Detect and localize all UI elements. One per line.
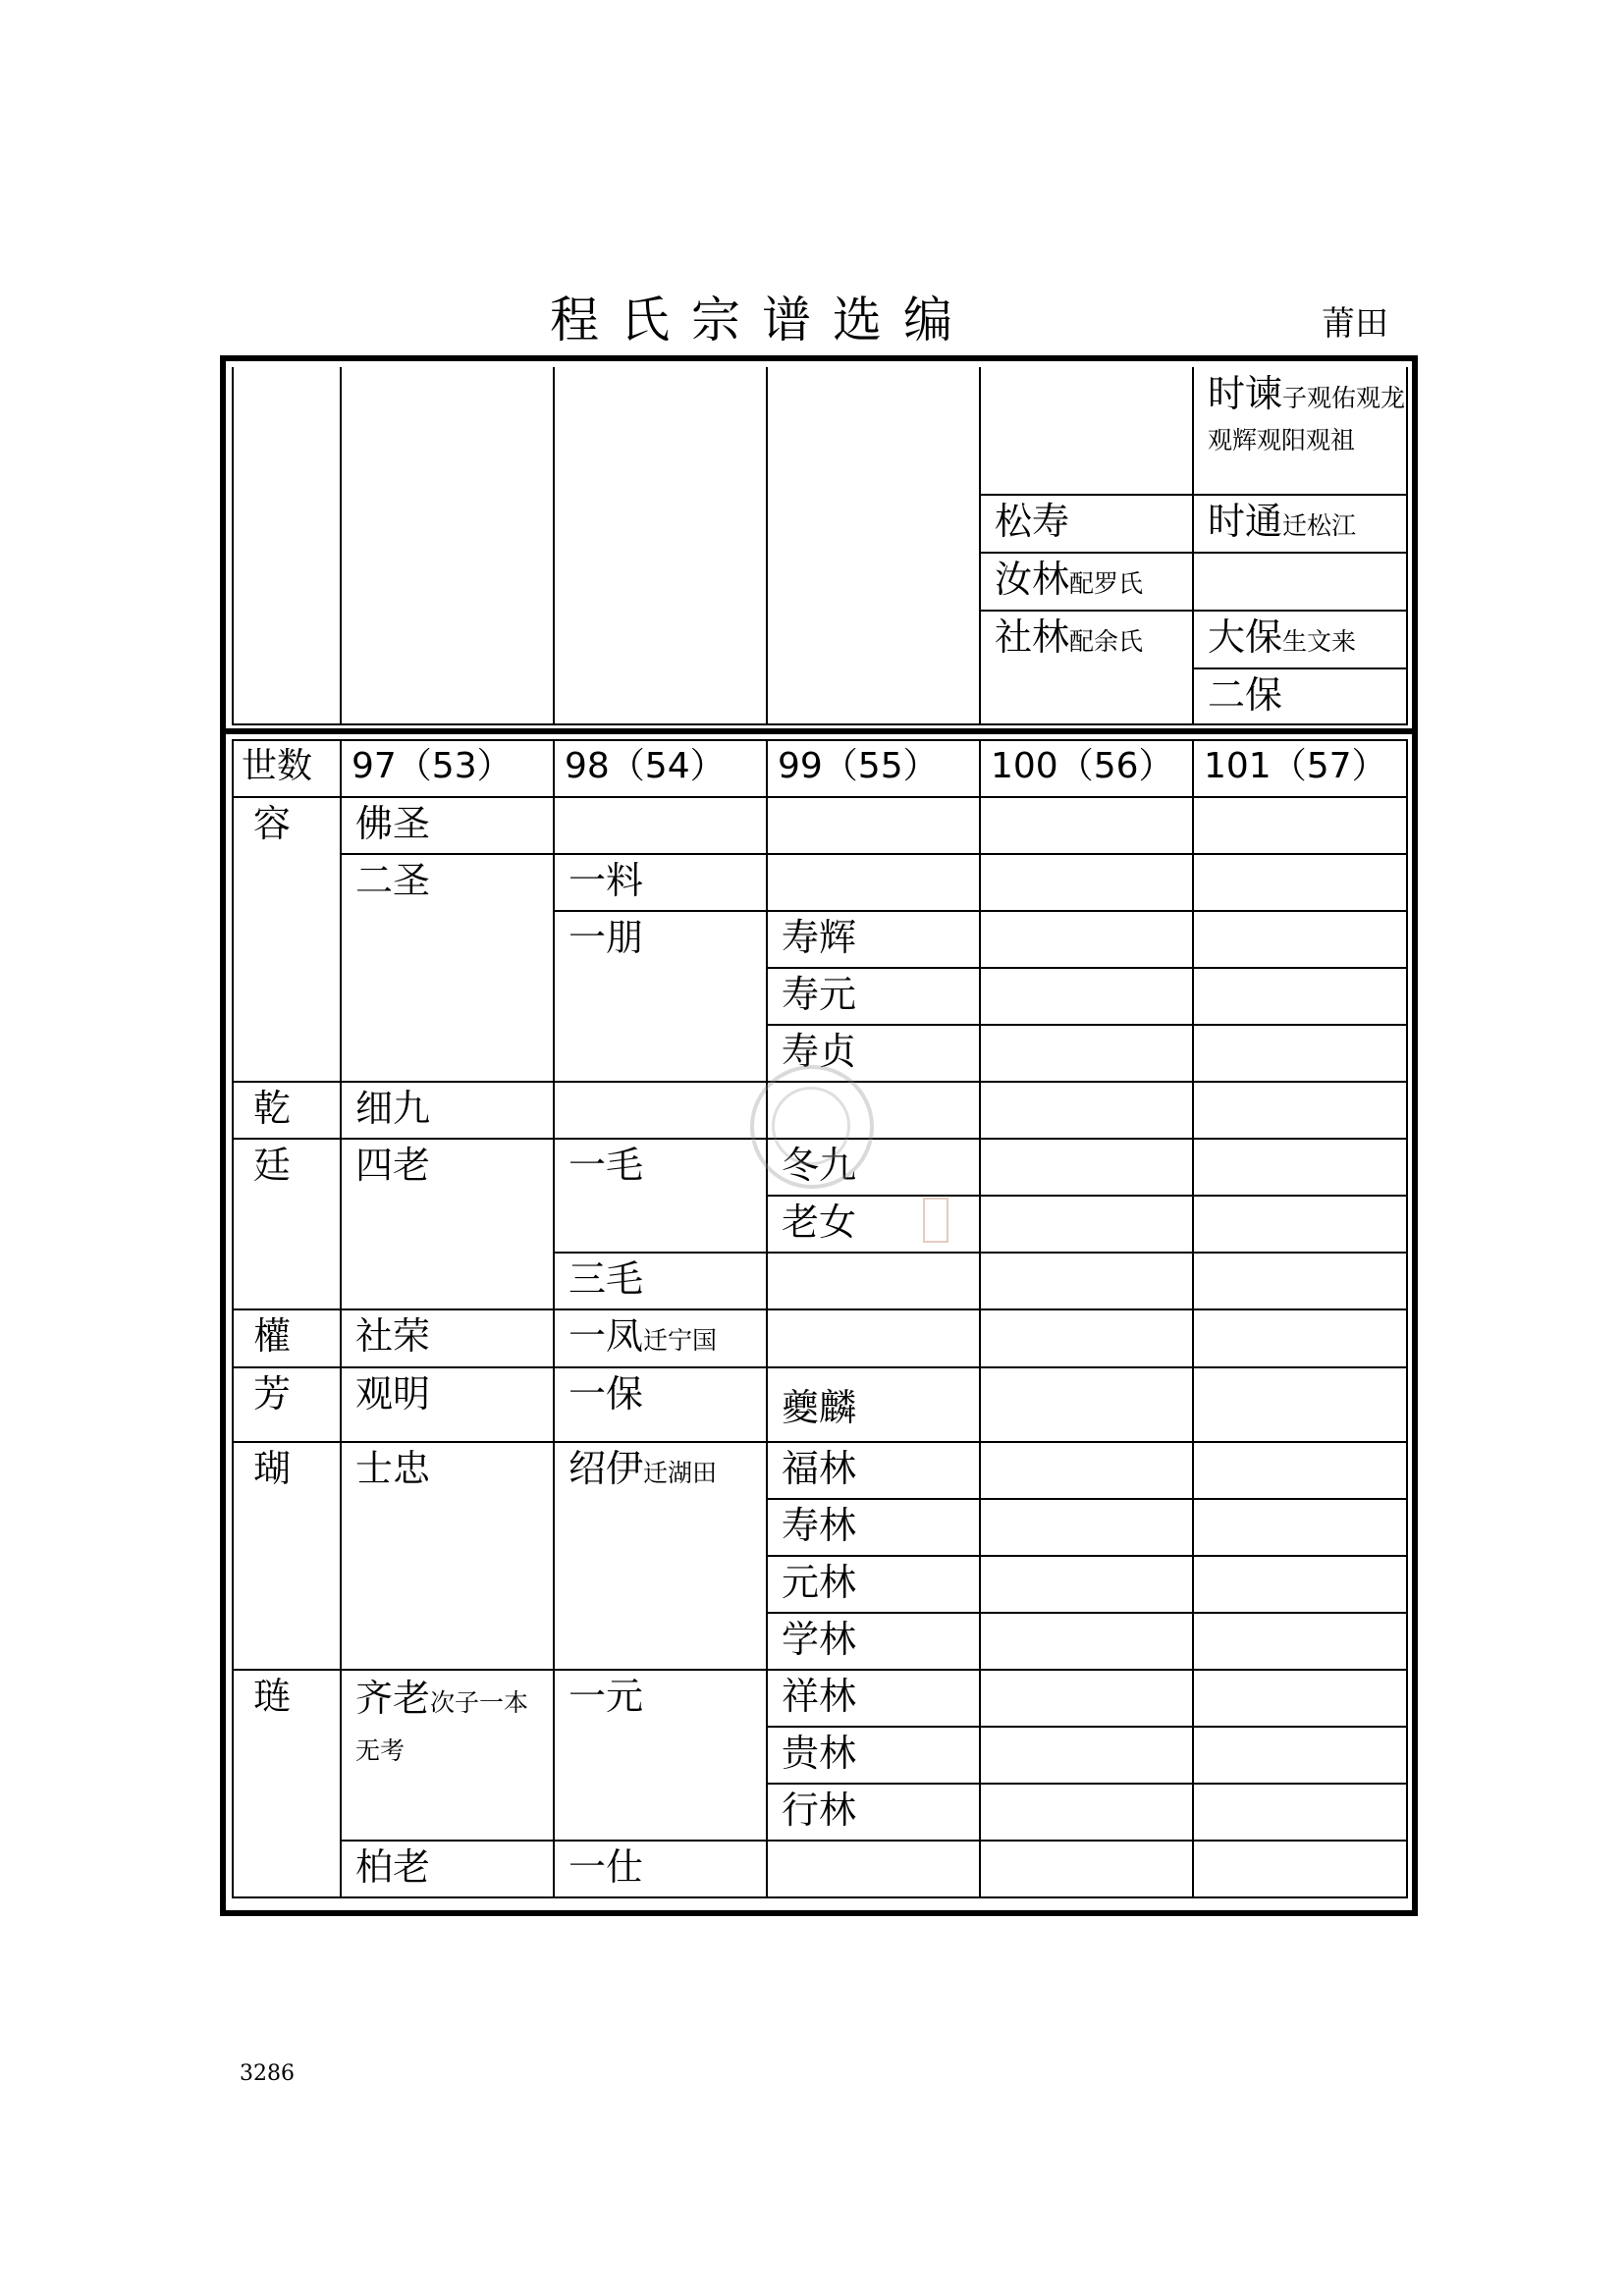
person-name: 时通 (1208, 500, 1283, 543)
person-cell (767, 1670, 980, 1727)
person-cell (767, 911, 980, 968)
person-cell (767, 1442, 980, 1499)
empty-cell (767, 1841, 980, 1897)
generation-header: 100（56） (980, 740, 1193, 797)
empty-cell (1193, 968, 1407, 1025)
empty-cell (1193, 1139, 1407, 1196)
person-note: 配余氏 (1069, 627, 1144, 656)
person-cell (554, 1139, 767, 1253)
person-cell (980, 611, 1193, 724)
person-name: 一元 (568, 1675, 644, 1718)
person-cell (554, 911, 767, 1082)
empty-cell (341, 367, 554, 724)
person-cell (341, 1309, 554, 1367)
person-note: 生文来 (1282, 627, 1357, 656)
empty-cell (233, 367, 341, 724)
rank-character: 廷 (233, 1139, 341, 1309)
empty-cell (980, 1367, 1193, 1442)
person-cell (341, 1670, 554, 1841)
person-cell (767, 1727, 980, 1784)
person-note: 次子一本无考 (355, 1688, 529, 1765)
empty-cell (1193, 1025, 1407, 1082)
empty-cell (1193, 1367, 1407, 1442)
person-cell (767, 1367, 980, 1442)
genealogy-table (232, 739, 1408, 1898)
person-cell (1193, 367, 1407, 495)
person-name: 士忠 (355, 1447, 431, 1490)
person-name: 老女 (782, 1201, 857, 1244)
person-cell (341, 1841, 554, 1897)
person-name: 寿元 (782, 973, 857, 1016)
empty-cell (980, 1139, 1193, 1196)
person-name: 三毛 (568, 1257, 644, 1301)
person-name: 社林 (995, 615, 1070, 659)
empty-cell (980, 1841, 1193, 1897)
person-cell (554, 854, 767, 911)
empty-cell (1193, 553, 1407, 611)
rank-header: 世数 (233, 740, 341, 797)
person-name: 二保 (1208, 673, 1283, 717)
person-name: 寿辉 (782, 916, 857, 959)
person-name: 松寿 (995, 500, 1070, 543)
person-name: 祥林 (782, 1675, 857, 1718)
empty-cell (1193, 854, 1407, 911)
empty-cell (980, 1442, 1193, 1499)
person-name: 一仕 (568, 1845, 644, 1889)
person-cell (341, 1139, 554, 1309)
person-name: 大保 (1208, 615, 1283, 659)
empty-cell (1193, 1841, 1407, 1897)
empty-cell (980, 1499, 1193, 1556)
empty-cell (767, 367, 980, 724)
empty-cell (980, 1025, 1193, 1082)
continuation-table (232, 367, 1408, 725)
person-name: 一毛 (568, 1144, 644, 1187)
person-cell (554, 1253, 767, 1309)
person-cell (980, 553, 1193, 611)
person-name: 一保 (568, 1372, 644, 1415)
person-cell (554, 1841, 767, 1897)
empty-cell (1193, 1670, 1407, 1727)
empty-cell (980, 1784, 1193, 1841)
empty-cell (1193, 1253, 1407, 1309)
region-label: 莆田 (1322, 304, 1388, 344)
person-cell (980, 495, 1193, 553)
person-cell (554, 1670, 767, 1841)
person-note: 迁宁国 (643, 1326, 718, 1355)
person-cell (767, 1784, 980, 1841)
person-name: 柏老 (355, 1845, 431, 1889)
empty-cell (980, 1613, 1193, 1670)
section-divider (226, 728, 1412, 734)
empty-cell (1193, 1784, 1407, 1841)
empty-cell (980, 1556, 1193, 1613)
person-name: 学林 (782, 1618, 857, 1661)
empty-cell (767, 797, 980, 854)
empty-cell (980, 1309, 1193, 1367)
empty-cell (767, 1309, 980, 1367)
person-name: 寿贞 (782, 1030, 857, 1073)
person-name: 一朋 (568, 916, 644, 959)
document-title: 程氏宗谱选编 (550, 292, 974, 348)
empty-cell (980, 797, 1193, 854)
person-cell (341, 854, 554, 1082)
person-cell (767, 968, 980, 1025)
person-name: 绍伊 (568, 1447, 644, 1490)
empty-cell (980, 1253, 1193, 1309)
person-cell (767, 1613, 980, 1670)
person-cell (1193, 611, 1407, 668)
empty-cell (980, 1670, 1193, 1727)
person-cell (1193, 668, 1407, 724)
person-cell (767, 1499, 980, 1556)
empty-cell (1193, 1499, 1407, 1556)
person-cell (554, 1367, 767, 1442)
person-cell (554, 1442, 767, 1670)
empty-cell (980, 968, 1193, 1025)
generation-header: 99（55） (767, 740, 980, 797)
empty-cell (980, 1082, 1193, 1139)
watermark-seal-icon (750, 1065, 874, 1189)
person-cell (341, 1082, 554, 1139)
person-name: 行林 (782, 1789, 857, 1832)
person-name: 一凤 (568, 1314, 644, 1358)
empty-cell (980, 854, 1193, 911)
person-name: 汝林 (995, 558, 1070, 601)
rank-character: 琏 (233, 1670, 341, 1897)
empty-cell (1193, 1442, 1407, 1499)
person-name: 四老 (355, 1144, 431, 1187)
empty-cell (1193, 1309, 1407, 1367)
empty-cell (980, 1196, 1193, 1253)
person-name: 一料 (568, 859, 644, 902)
person-cell (1193, 495, 1407, 553)
empty-cell (1193, 1082, 1407, 1139)
person-name: 寿林 (782, 1504, 857, 1547)
empty-cell (980, 367, 1193, 495)
empty-cell (1193, 1727, 1407, 1784)
person-name: 元林 (782, 1561, 857, 1604)
watermark-stamp-icon (923, 1198, 948, 1243)
rank-character: 瑚 (233, 1442, 341, 1670)
rank-character: 芳 (233, 1367, 341, 1442)
person-cell (341, 1442, 554, 1670)
rank-character: 容 (233, 797, 341, 1082)
person-name: 福林 (782, 1447, 857, 1490)
empty-cell (1193, 911, 1407, 968)
person-note: 迁湖田 (643, 1459, 718, 1487)
person-name: 冬九 (782, 1144, 857, 1187)
person-note: 子观佑观龙观辉观阳观祖 (1208, 384, 1406, 454)
generation-header: 97（53） (341, 740, 554, 797)
generation-header: 101（57） (1193, 740, 1407, 797)
empty-cell (980, 1727, 1193, 1784)
rank-character: 權 (233, 1309, 341, 1367)
empty-cell (767, 854, 980, 911)
empty-cell (554, 367, 767, 724)
page-number: 3286 (240, 2061, 295, 2086)
person-cell (554, 1309, 767, 1367)
person-name: 夔麟 (782, 1386, 857, 1429)
person-name: 细九 (355, 1087, 431, 1130)
empty-cell (1193, 1556, 1407, 1613)
person-cell (341, 797, 554, 854)
generation-header: 98（54） (554, 740, 767, 797)
person-name: 社荣 (355, 1314, 431, 1358)
person-cell (767, 1556, 980, 1613)
person-name: 二圣 (355, 859, 431, 902)
person-name: 观明 (355, 1372, 431, 1415)
header-row (233, 740, 1407, 797)
empty-cell (1193, 1613, 1407, 1670)
person-name: 齐老 (355, 1677, 431, 1720)
rank-character: 乾 (233, 1082, 341, 1139)
person-note: 配罗氏 (1069, 569, 1144, 598)
empty-cell (1193, 1196, 1407, 1253)
person-name: 贵林 (782, 1732, 857, 1775)
empty-cell (767, 1253, 980, 1309)
person-name: 时谏 (1208, 372, 1283, 415)
empty-cell (554, 1082, 767, 1139)
empty-cell (1193, 797, 1407, 854)
person-cell (341, 1367, 554, 1442)
person-name: 佛圣 (355, 802, 431, 845)
person-note: 迁松江 (1282, 511, 1357, 540)
empty-cell (980, 911, 1193, 968)
empty-cell (554, 797, 767, 854)
